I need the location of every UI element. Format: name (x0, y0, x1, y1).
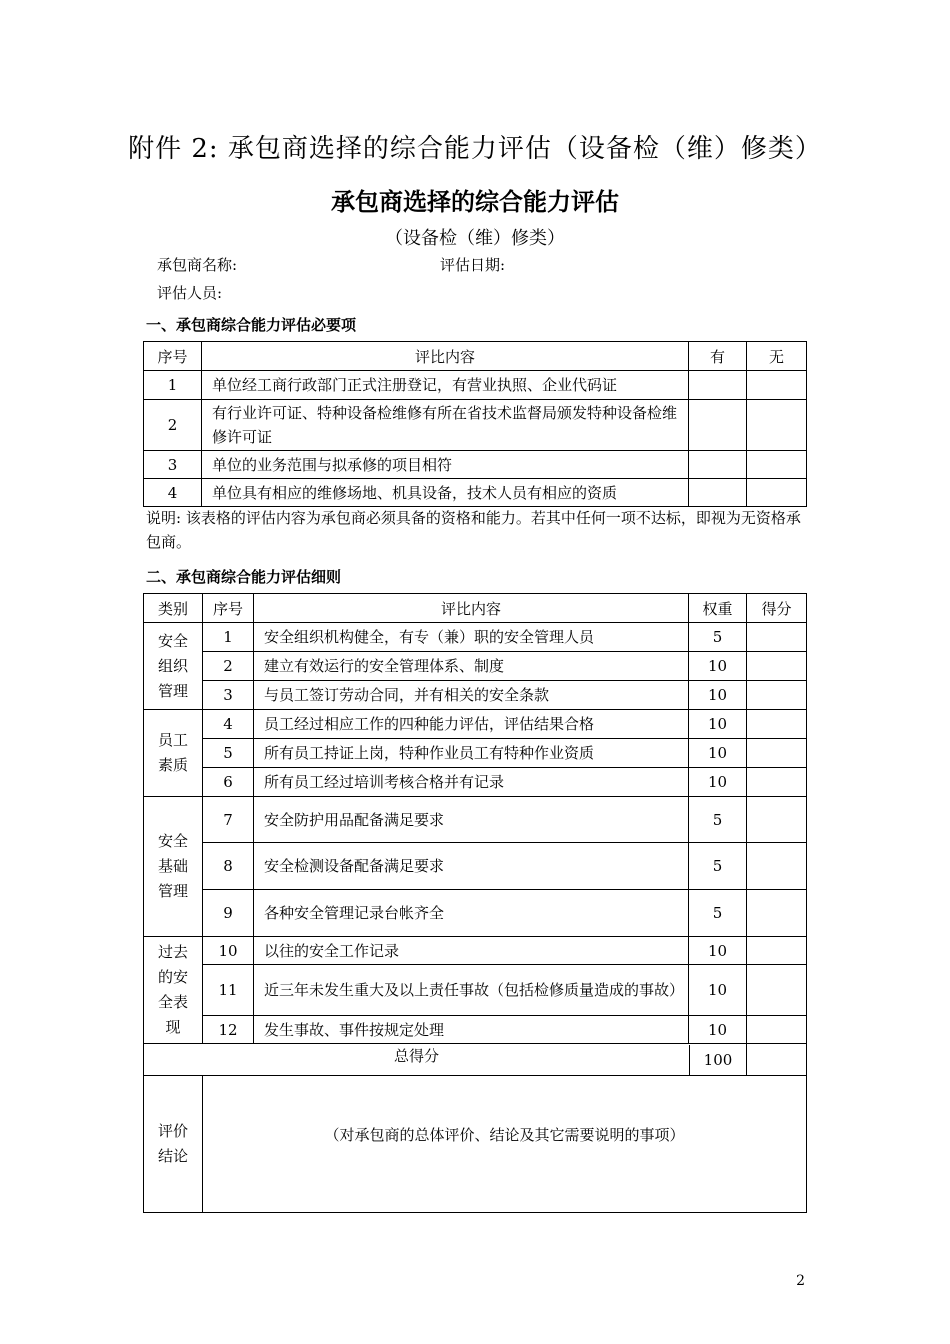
score-cell[interactable] (747, 623, 807, 652)
score-cell[interactable] (747, 652, 807, 681)
row-no: 5 (203, 739, 254, 768)
no-cell[interactable] (747, 400, 807, 451)
category-label: 员工素质 (158, 731, 189, 774)
category-cell (144, 710, 203, 797)
row-content: 安全组织机构健全，有专（兼）职的安全管理人员 (254, 623, 689, 652)
header-score: 得分 (747, 594, 807, 623)
score-cell[interactable] (747, 937, 807, 965)
table-header-row (144, 594, 807, 623)
conclusion-label-cell (144, 1076, 203, 1213)
table-row (144, 1016, 807, 1044)
row-no: 2 (144, 400, 202, 451)
row-no: 11 (203, 965, 254, 1016)
required-items-table (143, 341, 807, 507)
row-no: 4 (144, 479, 202, 507)
row-content: 单位经工商行政部门正式注册登记，有营业执照、企业代码证 (202, 371, 689, 400)
row-no: 7 (203, 797, 254, 843)
table-row (144, 623, 807, 652)
row-no: 3 (203, 681, 254, 710)
header-category: 类别 (144, 594, 203, 623)
row-no: 2 (203, 652, 254, 681)
sub-title: （设备检（维）修类） (385, 228, 565, 249)
table-row (144, 681, 807, 710)
score-cell[interactable] (747, 739, 807, 768)
yes-cell[interactable] (689, 371, 747, 400)
row-no: 10 (203, 937, 254, 965)
table-row (144, 479, 807, 507)
yes-cell[interactable] (689, 400, 747, 451)
header-no: 序号 (203, 594, 254, 623)
score-cell[interactable] (747, 768, 807, 797)
row-weight: 10 (689, 739, 747, 768)
row-weight: 5 (689, 843, 747, 890)
row-weight: 10 (689, 937, 747, 965)
header-yes: 有 (689, 342, 747, 371)
yes-cell[interactable] (689, 479, 747, 507)
header-weight: 权重 (689, 594, 747, 623)
header-content: 评比内容 (202, 342, 689, 371)
table-row (144, 371, 807, 400)
score-cell[interactable] (747, 710, 807, 739)
page-number: 2 (796, 1273, 805, 1289)
no-cell[interactable] (747, 451, 807, 479)
score-cell[interactable] (747, 843, 807, 890)
table-row (144, 965, 807, 1016)
row-weight: 5 (689, 797, 747, 843)
table-row (144, 739, 807, 768)
score-cell[interactable] (747, 965, 807, 1016)
main-title: 承包商选择的综合能力评估 (331, 187, 619, 216)
row-no: 1 (203, 623, 254, 652)
detail-items-table (143, 593, 807, 1213)
category-label: 安全组织管理 (158, 631, 189, 700)
row-no: 12 (203, 1016, 254, 1044)
row-no: 8 (203, 843, 254, 890)
table-row (144, 937, 807, 965)
eval-date-label: 评估日期: (440, 256, 506, 274)
row-content: 单位的业务范围与拟承修的项目相符 (202, 451, 689, 479)
section2-heading: 二、承包商综合能力评估细则 (146, 568, 342, 586)
table-row (144, 843, 807, 890)
row-content: 与员工签订劳动合同，并有相关的安全条款 (254, 681, 689, 710)
total-label-text: 总得分 (393, 1046, 439, 1065)
category-label: 过去的安全表现 (158, 943, 189, 1036)
table-row (144, 797, 807, 843)
row-no: 3 (144, 451, 202, 479)
no-cell[interactable] (747, 371, 807, 400)
row-weight: 10 (689, 681, 747, 710)
category-cell (144, 623, 203, 710)
row-content: 所有员工经过培训考核合格并有记录 (254, 768, 689, 797)
row-content: 以往的安全工作记录 (254, 937, 689, 965)
row-weight: 10 (689, 965, 747, 1016)
row-content: 有行业许可证、特种设备检维修有所在省技术监督局颁发特种设备检维修许可证 (202, 400, 689, 451)
row-no: 1 (144, 371, 202, 400)
yes-cell[interactable] (689, 451, 747, 479)
section1-heading: 一、承包商综合能力评估必要项 (146, 316, 357, 334)
row-no: 4 (203, 710, 254, 739)
row-no: 6 (203, 768, 254, 797)
score-cell[interactable] (747, 681, 807, 710)
category-label: 安全基础管理 (158, 832, 189, 900)
row-content: 各种安全管理记录台帐齐全 (254, 890, 689, 937)
conclusion-hint: （对承包商的总体评价、结论及其它需要说明的事项） (324, 1126, 685, 1144)
total-row (144, 1044, 807, 1076)
table-header-row (144, 342, 807, 371)
total-value: 100 (689, 1045, 746, 1075)
score-cell[interactable] (747, 1016, 807, 1044)
row-content: 安全检测设备配备满足要求 (254, 843, 689, 890)
conclusion-input[interactable] (203, 1076, 807, 1213)
no-cell[interactable] (747, 479, 807, 507)
row-content: 近三年未发生重大及以上责任事故（包括检修质量造成的事故） (254, 965, 689, 1016)
total-score-cell[interactable] (747, 1044, 807, 1076)
row-weight: 10 (689, 652, 747, 681)
conclusion-row (144, 1076, 807, 1213)
conclusion-label: 评价结论 (158, 1122, 189, 1165)
table-row (144, 451, 807, 479)
attachment-title: 附件 2: 承包商选择的综合能力评估（设备检（维）修类） (128, 134, 822, 164)
header-content: 评比内容 (254, 594, 689, 623)
row-content: 建立有效运行的安全管理体系、制度 (254, 652, 689, 681)
table-row (144, 768, 807, 797)
row-content: 安全防护用品配备满足要求 (254, 797, 689, 843)
table-row (144, 890, 807, 937)
score-cell[interactable] (747, 797, 807, 843)
row-weight: 10 (689, 768, 747, 797)
category-cell (144, 797, 203, 937)
row-weight: 5 (689, 890, 747, 937)
row-weight: 5 (689, 623, 747, 652)
row-content: 所有员工持证上岗，特种作业员工有特种作业资质 (254, 739, 689, 768)
category-cell (144, 937, 203, 1044)
row-weight: 10 (689, 1016, 747, 1044)
row-no: 9 (203, 890, 254, 937)
row-content: 发生事故、事件按规定处理 (254, 1016, 689, 1044)
row-content: 员工经过相应工作的四种能力评估，评估结果合格 (254, 710, 689, 739)
table-row (144, 710, 807, 739)
header-no-have: 无 (747, 342, 807, 371)
header-no: 序号 (144, 342, 202, 371)
row-weight: 10 (689, 710, 747, 739)
table-row (144, 400, 807, 451)
row-content: 单位具有相应的维修场地、机具设备，技术人员有相应的资质 (202, 479, 689, 507)
total-label (144, 1044, 747, 1076)
section1-note: 说明: 该表格的评估内容为承包商必须具备的资格和能力。若其中任何一项不达标，即视为无资格承包商。 (146, 509, 801, 551)
table-row (144, 652, 807, 681)
evaluators-label: 评估人员: (157, 284, 223, 302)
contractor-name-label: 承包商名称: (157, 256, 238, 274)
score-cell[interactable] (747, 890, 807, 937)
